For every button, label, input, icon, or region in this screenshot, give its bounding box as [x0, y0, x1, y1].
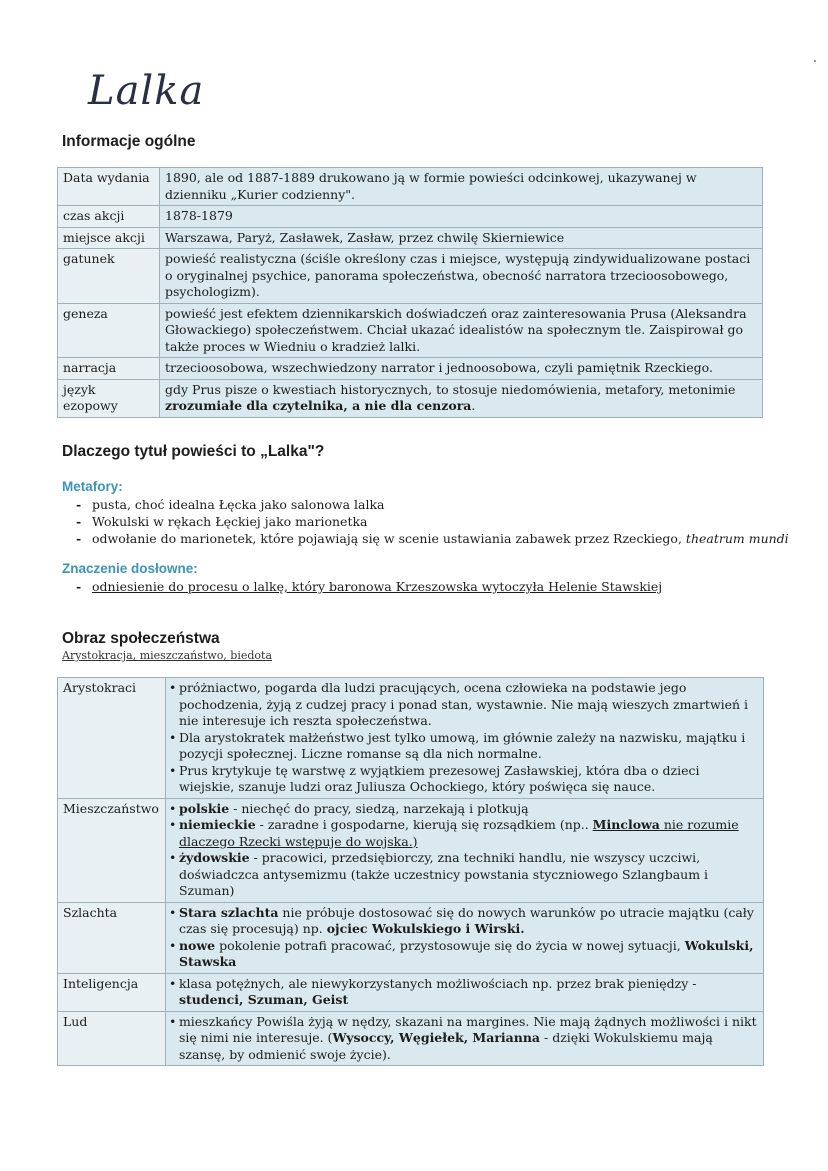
row-value: trzecioosobowa, wszechwiedzony narrator i jednoosobowa, czyli pamiętnik Rzeckiego.	[160, 358, 763, 380]
bullet-item	[169, 850, 757, 900]
row-key: Inteligencja	[58, 973, 166, 1011]
bullet-item	[169, 1014, 757, 1064]
bullet-item: • próżniactwo, pogarda dla ludzi pracujących, ocena człowieka na podstawie jego pochodzenia, żyją z cudzej pracy i ponad stan, wystawnie. Nie mają wieszych zmartwień i nie interesuje ich reszta społeczeństwa.	[169, 680, 757, 730]
item-text: odwołanie do marionetek, które pojawiają się w scenie ustawiania zabawek przez Rzeckiego,	[92, 531, 682, 546]
speck-mark	[814, 60, 816, 62]
row-value	[165, 678, 763, 799]
row-key: Lud	[58, 1011, 166, 1066]
text: pokolenie potrafi pracować, przystosowuje się do życia w nowej sytuacji,	[215, 937, 685, 953]
text: mieszkańcy Powiśla żyją w nędzy, skazani na margines. Nie mają żądnych możliwości i nikt się nimi nie interesuje. (	[178, 1013, 757, 1045]
bullet-item	[169, 938, 757, 971]
section-subheading: Arystokracja, mieszczaństwo, biedota	[62, 649, 273, 662]
bold-text: Wokulski, Stawska	[178, 937, 754, 969]
text: - dzięki Wokulskiemu mają szansę, by odmienić swoje życie).	[178, 1030, 713, 1062]
dosl-label: Znaczenie dosłowne:	[62, 561, 198, 576]
bullet-item	[169, 905, 757, 938]
row-key: geneza	[58, 303, 160, 358]
bold-text: niemieckie	[178, 817, 256, 832]
table-row	[58, 206, 763, 228]
bullet-item	[169, 801, 757, 818]
bold-text: nowe	[178, 937, 216, 953]
bullet-item	[169, 976, 757, 1009]
section-heading-general-info: Informacje ogólne	[62, 133, 196, 150]
bold-text: Wysoccy, Węgiełek, Marianna	[332, 1030, 541, 1045]
metafory-label: Metafory:	[62, 479, 123, 494]
bold-text: studenci, Szuman, Geist	[178, 992, 349, 1007]
text: nie próbuje dostosować się do nowych warunków po utracie majątku (cały czas się procesują) np.	[178, 904, 754, 936]
row-key: czas akcji	[58, 206, 160, 228]
value-bold: zrozumiałe dla czytelnika, a nie dla cenzora	[165, 398, 472, 413]
item-text: odniesienie do procesu o lalkę, który baronowa Krzeszowska wytoczyła Helenie Stawskiej	[92, 579, 663, 594]
item-italic: theatrum mundi	[685, 531, 789, 546]
metafory-list	[74, 496, 789, 547]
table-row	[58, 227, 763, 249]
text: - niechęć do pracy, siedzą, narzekają i plotkują	[229, 800, 529, 816]
row-key: Data wydania	[58, 168, 160, 206]
bullet-item: • Dla arystokratek małżeństwo jest tylko umową, im głównie zależy na nazwisku, majątku i pozycji społecznej. Liczne romanse są dla nich normalne.	[169, 730, 757, 763]
row-value: Warszawa, Paryż, Zasławek, Zasław, przez chwilę Skierniewice	[160, 227, 763, 249]
text: - zaradne i gospodarne, kierują się rozsądkiem (np..	[255, 817, 593, 832]
row-value: 1890, ale od 1887-1889 drukowano ją w formie powieści odcinkowej, ukazywanej w dzienniku „Kurier codzienny".	[160, 168, 763, 206]
row-key: gatunek	[58, 249, 160, 304]
underlined-text: nie rozumie dlaczego Rzecki wstępuje do wojska.)	[178, 817, 739, 849]
general-info-table	[57, 167, 763, 418]
row-key: Szlachta	[58, 902, 166, 973]
row-value	[165, 973, 763, 1011]
dosl-list	[74, 578, 662, 595]
table-row	[58, 1011, 764, 1066]
bold-text: żydowskie	[178, 850, 250, 865]
list-item	[74, 530, 789, 547]
row-value: powieść jest efektem dziennikarskich doświadczeń oraz zainteresowania Prusa (Aleksandra Głowackiego) społeczeństwem. Chciał ukazać idealistów na społecznym tle. Zaispirował go także proces w Wiedniu o kradzież lalki.	[160, 303, 763, 358]
table-row	[58, 303, 763, 358]
table-row	[58, 358, 763, 380]
table-row	[58, 973, 764, 1011]
table-row	[58, 249, 763, 304]
row-key: język ezopowy	[58, 379, 160, 417]
row-value	[165, 1011, 763, 1066]
list-item	[74, 578, 662, 595]
row-key: Arystokraci	[58, 678, 166, 799]
bullet-item: • Prus krytykuje tę warstwę z wyjątkiem prezesowej Zasławskiej, która dba o dzieci wiejskie, szanuje ludzi oraz Juliusza Ochockiego, który poświęca się nauce.	[169, 763, 757, 796]
row-value: 1878-1879	[160, 206, 763, 228]
bold-text: Stara szlachta	[178, 904, 279, 920]
section-heading-society: Obraz społeczeństwa	[62, 630, 220, 647]
row-value	[160, 379, 763, 417]
value-text: gdy Prus pisze o kwestiach historycznych, to stosuje niedomówienia, metafory, metonimie	[165, 381, 736, 397]
row-value	[165, 902, 763, 973]
text: klasa potężnych, ale niewykorzystanych możliwościach np. przez brak pieniędzy -	[178, 975, 697, 991]
list-item: - Wokulski w rękach Łęckiej jako marionetka	[74, 513, 789, 530]
table-row	[58, 902, 764, 973]
bold-text: ojciec Wokulskiego i Wirski.	[326, 921, 525, 936]
bold-underlined-text: Minclowa	[592, 817, 660, 832]
document-title: Lalka	[88, 68, 205, 114]
table-row	[58, 798, 764, 902]
row-key: Mieszczaństwo	[58, 798, 166, 902]
text: - pracowici, przedsiębiorczy, zna techniki handlu, nie wszyscy uczciwi, doświadczca antysemizmu (także uczestnicy powstania styczniowego Szlangbaum i Szuman)	[178, 850, 709, 898]
bullet-item	[169, 817, 757, 850]
bold-text: polskie	[178, 800, 230, 816]
society-table	[57, 677, 764, 1066]
row-key: miejsce akcji	[58, 227, 160, 249]
table-row	[58, 168, 763, 206]
row-value: powieść realistyczna (ściśle określony czas i miejsce, występują zindywidualizowane postaci o oryginalnej psychice, panorama społeczeństwa, obecność narratora trzecioosobowego, psychologizm).	[160, 249, 763, 304]
row-key: narracja	[58, 358, 160, 380]
table-row	[58, 678, 764, 799]
list-item: - pusta, choć idealna Łęcka jako salonowa lalka	[74, 496, 789, 513]
value-end: .	[471, 398, 476, 413]
section-heading-title-meaning: Dlaczego tytuł powieści to „Lalka"?	[62, 443, 325, 460]
table-row	[58, 379, 763, 417]
row-value	[165, 798, 763, 902]
